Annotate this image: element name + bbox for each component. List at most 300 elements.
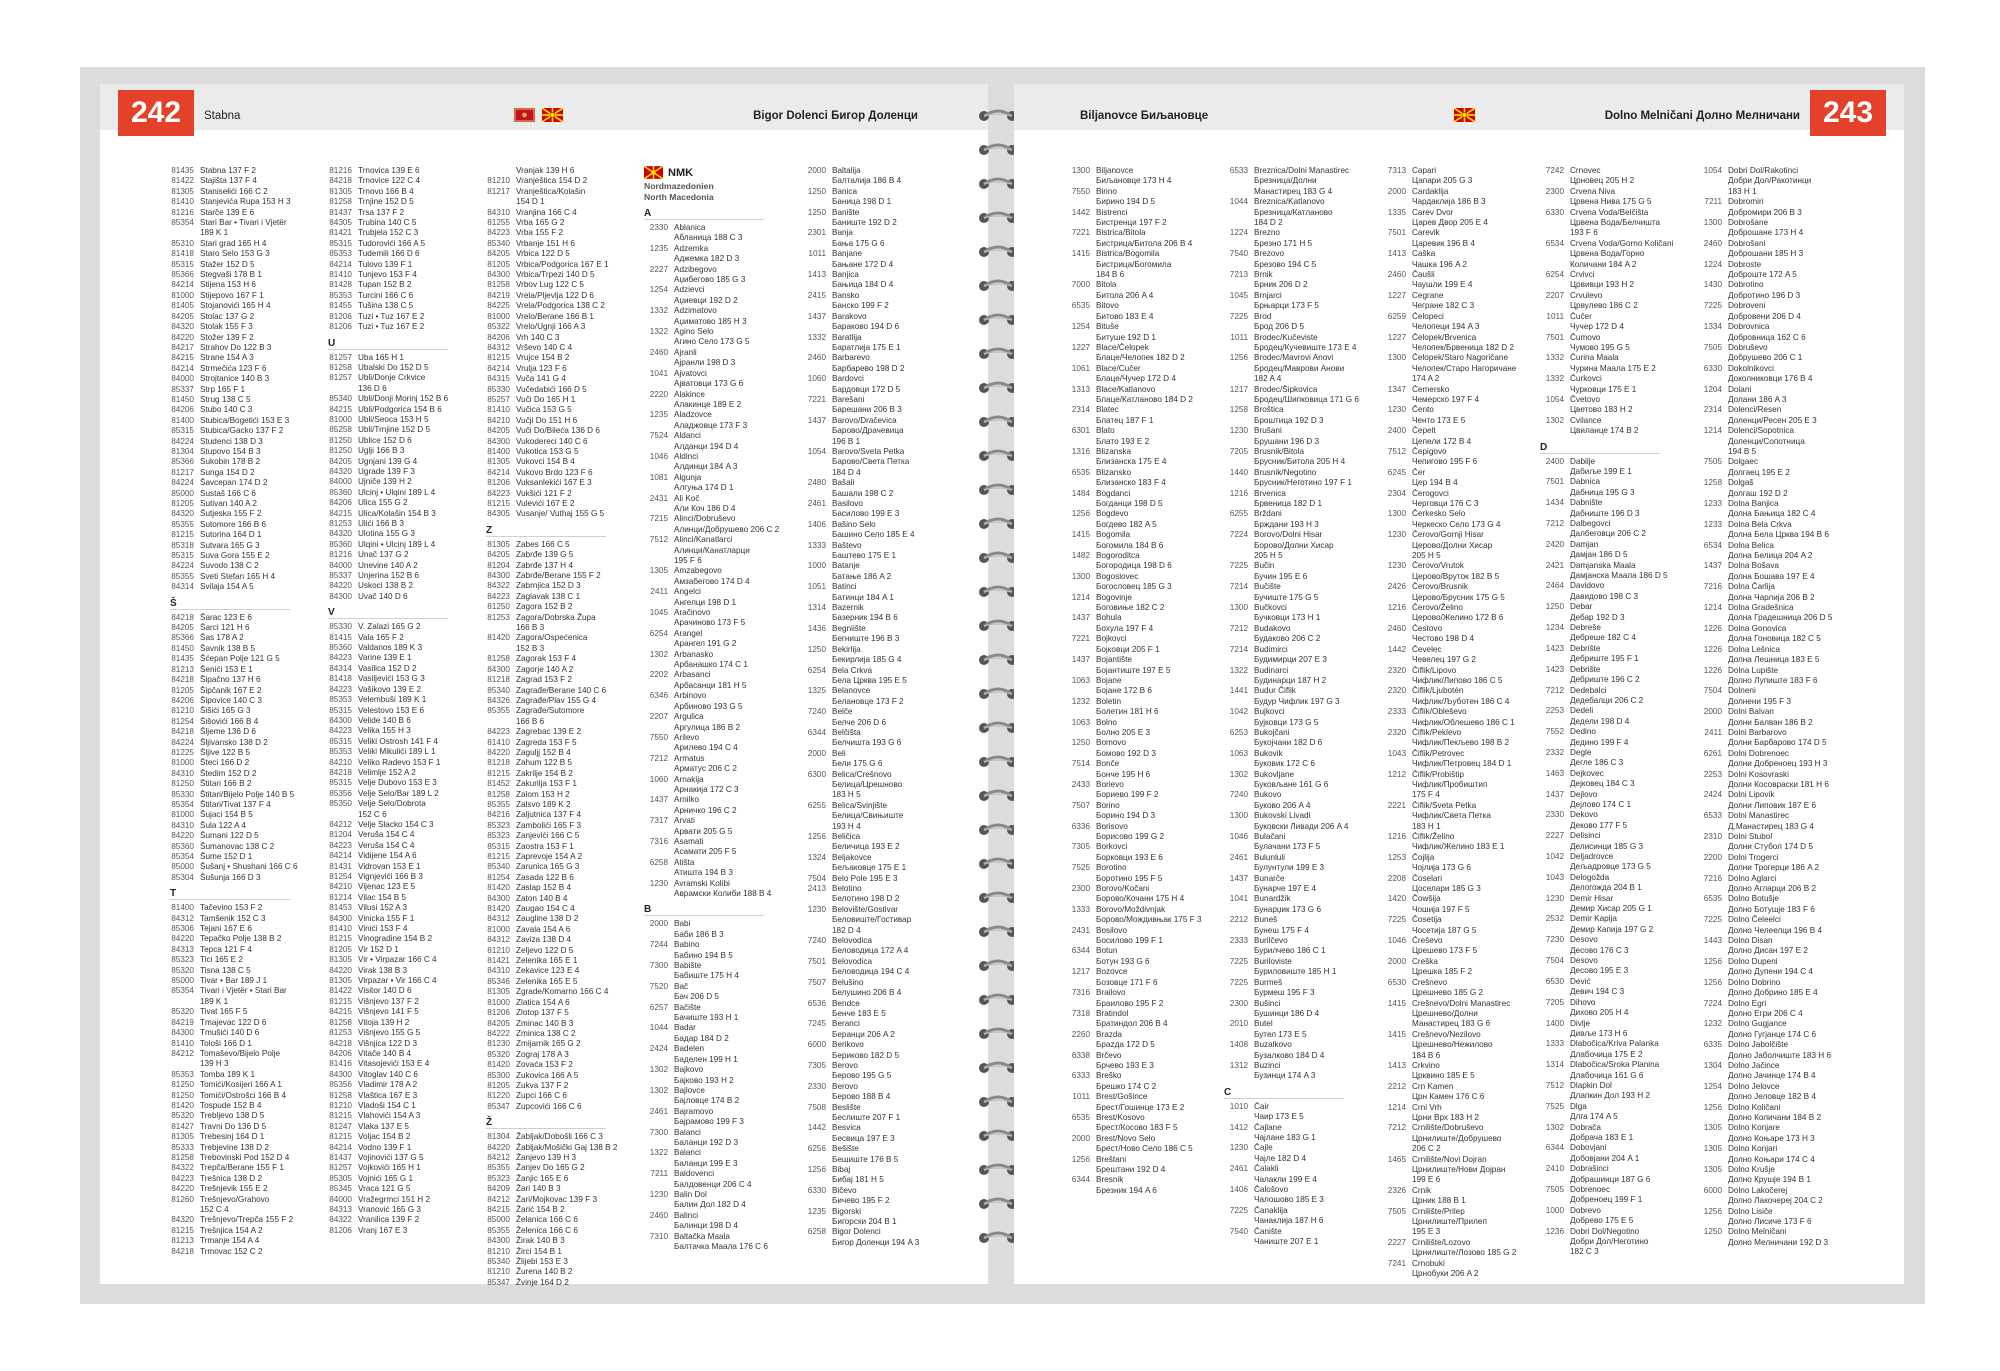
place-name: Бирино 194 D 5 bbox=[1096, 197, 1156, 207]
postal-code bbox=[802, 1113, 826, 1123]
place-name: Демир Хисар 205 G 1 bbox=[1570, 904, 1652, 914]
index-entry bbox=[170, 197, 320, 207]
postal-code: 7225 bbox=[1703, 915, 1722, 925]
postal-code: 85310 bbox=[171, 238, 194, 248]
index-entry bbox=[486, 738, 636, 748]
postal-code: 84220 bbox=[171, 831, 194, 841]
place-name: Biljanovce bbox=[1096, 166, 1134, 175]
index-entry bbox=[170, 831, 320, 841]
index-entry bbox=[644, 971, 794, 981]
place-name: Šipačno 137 H 6 bbox=[200, 675, 261, 685]
place-name: Čelopek/Staro Nagoričane bbox=[1412, 353, 1509, 363]
postal-code: 84320 bbox=[171, 322, 194, 332]
place-name: Trnovo 166 B 4 bbox=[358, 186, 414, 196]
place-name: Долно Мелничани 192 D 3 bbox=[1728, 1237, 1829, 1247]
left-page-header bbox=[100, 84, 988, 130]
index-entry bbox=[170, 312, 320, 322]
index-entry bbox=[1540, 197, 1690, 207]
index-entry bbox=[170, 758, 320, 768]
index-entry bbox=[1224, 197, 1374, 207]
postal-code: 84215 bbox=[329, 508, 352, 518]
place-name: Stojanovići 165 H 4 bbox=[200, 301, 271, 311]
place-name: Bolno bbox=[1096, 717, 1117, 727]
index-entry bbox=[170, 769, 320, 779]
place-name: Suva Gora 155 E 2 bbox=[200, 551, 270, 561]
index-entry bbox=[644, 1221, 794, 1231]
postal-code: 81305 bbox=[487, 539, 510, 549]
postal-code: 6530 bbox=[1387, 977, 1406, 987]
index-entry bbox=[1066, 613, 1216, 623]
index-entry bbox=[1698, 593, 1848, 603]
postal-code bbox=[802, 1155, 826, 1165]
index-entry bbox=[328, 415, 478, 425]
postal-code: 84209 bbox=[487, 1184, 510, 1194]
index-entry bbox=[1698, 176, 1848, 186]
index-entry bbox=[644, 410, 794, 420]
index-entry bbox=[644, 296, 794, 306]
place-name: Bunarče bbox=[1254, 873, 1285, 883]
postal-code: 1230 bbox=[1387, 530, 1406, 540]
index-entry bbox=[328, 405, 478, 415]
place-name: Bogovinje bbox=[1096, 592, 1132, 602]
postal-code bbox=[644, 868, 668, 878]
index-entry bbox=[1224, 894, 1374, 904]
postal-code: 81250 bbox=[329, 435, 352, 445]
place-name: Долна Бањица 182 C 4 bbox=[1728, 509, 1816, 519]
postal-code bbox=[1540, 779, 1564, 789]
index-entry bbox=[1066, 426, 1216, 436]
postal-code bbox=[1540, 509, 1564, 519]
index-entry bbox=[1382, 728, 1532, 738]
place-name: Sveti Stefan 165 H 4 bbox=[200, 571, 276, 581]
index-entry bbox=[1698, 312, 1848, 322]
place-name: Бенче 183 E 5 bbox=[832, 1008, 886, 1018]
postal-code: 81427 bbox=[171, 1121, 194, 1131]
index-entry bbox=[1382, 1082, 1532, 1092]
postal-code: 81215 bbox=[487, 499, 510, 508]
index-entry bbox=[802, 884, 952, 894]
place-name: Барешани 206 B 3 bbox=[832, 405, 902, 415]
postal-code bbox=[644, 1138, 668, 1148]
index-entry bbox=[486, 665, 636, 675]
index-entry bbox=[1698, 894, 1848, 904]
postal-code bbox=[644, 1034, 668, 1044]
place-name: Bigorski bbox=[832, 1206, 862, 1216]
index-entry bbox=[802, 291, 952, 301]
index-entry bbox=[1066, 790, 1216, 800]
index-entry bbox=[802, 790, 952, 800]
index-entry bbox=[328, 394, 478, 404]
index-entry bbox=[486, 239, 636, 249]
place-name: Брњарци 173 F 5 bbox=[1254, 301, 1319, 311]
postal-code: 81453 bbox=[329, 903, 352, 913]
index-entry bbox=[328, 436, 478, 446]
postal-code bbox=[1066, 894, 1090, 904]
place-name: Trešnjica 154 A 2 bbox=[200, 1225, 263, 1235]
postal-code: 81215 bbox=[487, 353, 510, 363]
index-entry bbox=[486, 197, 636, 207]
postal-code: 1324 bbox=[807, 852, 826, 862]
postal-code: 1300 bbox=[1229, 811, 1248, 821]
index-entry bbox=[1066, 374, 1216, 384]
postal-code: 84224 bbox=[171, 561, 194, 571]
index-entry bbox=[1066, 468, 1216, 478]
index-entry bbox=[1698, 228, 1848, 238]
index-entry bbox=[486, 1195, 636, 1205]
place-name: Vukovo Brdo 123 F 6 bbox=[516, 467, 593, 477]
place-name: Čento bbox=[1412, 405, 1434, 415]
postal-code bbox=[802, 822, 826, 832]
postal-code: 81410 bbox=[171, 197, 194, 207]
index-entry bbox=[486, 478, 636, 488]
postal-code: 1437 bbox=[807, 311, 826, 321]
index-entry bbox=[486, 842, 636, 852]
place-name: Zograj 178 A 3 bbox=[516, 1049, 569, 1059]
index-entry bbox=[328, 446, 478, 456]
place-name: Балтачка Маала 176 C 6 bbox=[674, 1242, 768, 1251]
place-name: Tudemili 166 D 6 bbox=[358, 249, 420, 259]
binding-ring-icon bbox=[978, 584, 1018, 600]
postal-code bbox=[1224, 884, 1248, 894]
postal-code: 1334 bbox=[1703, 322, 1722, 332]
place-name: 193 H 4 bbox=[832, 821, 861, 831]
place-name: Zagrađe/Sutomore bbox=[516, 706, 585, 716]
index-entry bbox=[644, 858, 794, 868]
index-column bbox=[1540, 166, 1690, 1258]
place-name: Vinicka 155 F 1 bbox=[358, 913, 415, 923]
place-name: Vulevići 167 E 2 bbox=[516, 499, 575, 508]
place-name: Dolgaš bbox=[1728, 478, 1754, 488]
postal-code: 6258 bbox=[649, 857, 668, 867]
place-name: Barovo/Sveta Petka bbox=[832, 446, 905, 456]
place-name: Trešnjevik 155 E 2 bbox=[200, 1184, 268, 1194]
postal-code: 85315 bbox=[329, 736, 352, 746]
postal-code: 1256 bbox=[1703, 956, 1722, 966]
index-entry bbox=[486, 966, 636, 976]
place-name: Црешнево/Долни bbox=[1412, 1008, 1478, 1018]
index-entry bbox=[170, 1205, 320, 1215]
postal-code: 85366 bbox=[171, 270, 194, 280]
place-name: Vitoja 139 H 2 bbox=[358, 1017, 410, 1027]
place-name: Ubli/Podgorica 154 B 6 bbox=[358, 404, 442, 414]
place-name: Аџиевци 192 D 2 bbox=[674, 295, 738, 305]
postal-code bbox=[802, 1071, 826, 1081]
postal-code: 1256 bbox=[807, 832, 826, 841]
index-entry bbox=[1698, 1113, 1848, 1123]
index-entry bbox=[802, 738, 952, 748]
postal-code: 84214 bbox=[171, 363, 194, 373]
postal-code: 85355 bbox=[171, 571, 194, 581]
postal-code bbox=[1698, 312, 1722, 322]
place-name: Чифлик/Пробиштип bbox=[1412, 779, 1488, 789]
postal-code: 1413 bbox=[807, 270, 826, 280]
place-name: Šumani 122 D 5 bbox=[200, 831, 259, 841]
place-name: Агино Село 173 G 5 bbox=[674, 337, 750, 347]
place-name: Царевик 196 B 4 bbox=[1412, 238, 1475, 248]
index-entry bbox=[802, 634, 952, 644]
index-entry bbox=[328, 384, 478, 394]
postal-code: 1214 bbox=[1071, 592, 1090, 602]
postal-code: 84206 bbox=[329, 498, 352, 508]
place-name: Veliki Mikulići 189 L 1 bbox=[358, 747, 436, 757]
postal-code: 85355 bbox=[487, 706, 510, 716]
index-entry bbox=[1066, 1123, 1216, 1133]
postal-code: 85322 bbox=[487, 322, 510, 332]
place-name: Dolno Konjari bbox=[1728, 1144, 1778, 1154]
place-name: Bešište bbox=[832, 1144, 859, 1154]
postal-code: 1430 bbox=[1703, 280, 1722, 290]
postal-code: 2202 bbox=[649, 670, 668, 680]
postal-code bbox=[1224, 541, 1248, 551]
postal-code: 2260 bbox=[1071, 1029, 1090, 1039]
postal-code bbox=[1540, 550, 1564, 560]
postal-code: 81258 bbox=[329, 362, 352, 372]
place-name: 206 C 2 bbox=[1412, 1144, 1441, 1154]
place-name: Belica/Svinjište bbox=[832, 800, 888, 810]
postal-code: 2411 bbox=[650, 587, 668, 597]
postal-code: 1437 bbox=[807, 415, 826, 425]
place-name: Алинци/Добрушево 206 C 2 bbox=[674, 524, 780, 534]
postal-code: 7225 bbox=[1229, 977, 1248, 987]
place-name: Будаково 206 C 2 bbox=[1254, 634, 1321, 644]
index-entry bbox=[1698, 1186, 1848, 1196]
place-name: Богомила 184 B 6 bbox=[1096, 540, 1164, 550]
postal-code: 1230 bbox=[807, 904, 826, 914]
place-name: Divlje bbox=[1570, 1018, 1591, 1028]
postal-code: 7507 bbox=[807, 977, 826, 987]
place-name: Долни Балван 186 B 2 bbox=[1728, 717, 1813, 727]
postal-code: 1051 bbox=[807, 582, 826, 592]
left-page bbox=[100, 84, 988, 1287]
place-name: Tulovo 139 F 1 bbox=[358, 259, 413, 269]
index-entry bbox=[1224, 1227, 1374, 1237]
index-entry bbox=[170, 976, 320, 986]
place-name: Valdanos 189 K 3 bbox=[358, 643, 423, 653]
place-name: Ajvatovci bbox=[674, 368, 707, 378]
postal-code bbox=[1540, 1029, 1564, 1039]
index-entry bbox=[328, 1184, 478, 1194]
place-name: Алакинце 189 E 2 bbox=[674, 399, 742, 409]
place-name: Šljive 122 B 5 bbox=[200, 747, 251, 757]
postal-code: 81218 bbox=[487, 675, 510, 685]
index-entry bbox=[170, 249, 320, 259]
index-entry bbox=[486, 187, 636, 197]
postal-code bbox=[802, 988, 826, 998]
place-name: Бозовце 171 F 6 bbox=[1096, 977, 1158, 987]
index-entry bbox=[1382, 1196, 1532, 1206]
place-name: Бачиште 193 H 1 bbox=[674, 1013, 739, 1023]
postal-code bbox=[802, 697, 826, 707]
place-name: Budur Čiflik bbox=[1254, 686, 1296, 696]
place-name: Арачиново 173 F 5 bbox=[674, 618, 746, 628]
place-name: Tunjevo 153 F 4 bbox=[358, 270, 417, 280]
place-name: Stari Bar • Tivari i Vjetër bbox=[200, 218, 287, 228]
place-name: Delogožda bbox=[1570, 872, 1610, 882]
postal-code bbox=[1540, 322, 1564, 332]
place-name: Čurkovci bbox=[1570, 374, 1602, 384]
place-name: Velje Selo/Bar 189 L 2 bbox=[358, 788, 439, 798]
index-entry bbox=[1382, 842, 1532, 852]
index-entry bbox=[802, 468, 952, 478]
place-name: Манастирец 183 G 6 bbox=[1412, 1019, 1491, 1029]
place-name: Damjanska Maala bbox=[1570, 560, 1636, 570]
postal-code bbox=[1224, 218, 1248, 228]
index-entry bbox=[486, 1278, 636, 1288]
postal-code bbox=[1382, 374, 1406, 384]
place-name: Broštica bbox=[1254, 405, 1284, 415]
postal-code: 7512 bbox=[1387, 446, 1406, 456]
postal-code: 2320 bbox=[1387, 686, 1406, 696]
postal-code bbox=[644, 660, 668, 670]
place-name: Барбарево 198 D 2 bbox=[832, 363, 905, 373]
place-name: Brazda bbox=[1096, 1029, 1122, 1039]
index-entry bbox=[1066, 239, 1216, 249]
postal-code bbox=[1382, 197, 1406, 207]
index-entry bbox=[802, 613, 952, 623]
index-entry bbox=[644, 421, 794, 431]
postal-code: 81254 bbox=[329, 872, 352, 881]
postal-code bbox=[1066, 239, 1090, 249]
place-name: Vučica 153 G 5 bbox=[516, 405, 572, 415]
index-entry bbox=[486, 1060, 636, 1070]
postal-code: 84218 bbox=[171, 612, 194, 622]
place-name: Zupci 166 C 6 bbox=[516, 1091, 567, 1101]
postal-code: 2200 bbox=[1703, 852, 1722, 862]
index-entry bbox=[644, 837, 794, 847]
postal-code bbox=[802, 863, 826, 873]
index-entry bbox=[1698, 499, 1848, 509]
index-entry bbox=[328, 301, 478, 311]
postal-code: 2332 bbox=[1545, 747, 1564, 757]
index-entry bbox=[486, 249, 636, 259]
postal-code bbox=[1382, 1269, 1406, 1279]
postal-code bbox=[1382, 457, 1406, 467]
postal-code: 85345 bbox=[329, 1184, 352, 1194]
index-entry bbox=[1698, 915, 1848, 925]
place-name: Буковски Ливади 206 A 4 bbox=[1254, 821, 1349, 831]
postal-code bbox=[1540, 1091, 1564, 1101]
index-entry bbox=[170, 395, 320, 405]
index-entry bbox=[1698, 385, 1848, 395]
place-name: Цвиланце 174 B 2 bbox=[1570, 426, 1639, 436]
place-name: Бибај 181 H 5 bbox=[832, 1175, 884, 1185]
postal-code: 81205 bbox=[171, 685, 194, 695]
place-name: 152 C 6 bbox=[358, 809, 387, 819]
index-entry bbox=[1698, 530, 1848, 540]
place-name: Dobrošane bbox=[1728, 218, 1769, 228]
place-name: Čajlane bbox=[1254, 1122, 1282, 1132]
index-entry bbox=[328, 664, 478, 674]
postal-code: 81000 bbox=[487, 997, 510, 1007]
postal-code: 84223 bbox=[487, 228, 510, 238]
postal-code: 1063 bbox=[1229, 748, 1248, 758]
place-name: 183 H 5 bbox=[832, 790, 861, 800]
index-entry bbox=[802, 312, 952, 322]
postal-code bbox=[1698, 374, 1722, 384]
place-name: Близанска 175 E 4 bbox=[1096, 457, 1167, 467]
place-name: Црвена Вода/Белчишта bbox=[1570, 218, 1661, 228]
place-name: Caška bbox=[1412, 249, 1436, 259]
postal-code bbox=[1066, 790, 1090, 800]
index-entry bbox=[802, 541, 952, 551]
right-page bbox=[1014, 84, 1904, 1284]
postal-code: 1305 bbox=[649, 566, 668, 576]
index-entry bbox=[1698, 1040, 1848, 1050]
place-name: Čiflik/Obleševo bbox=[1412, 707, 1467, 717]
index-entry bbox=[170, 541, 320, 551]
place-name: Tmajevac 122 D 6 bbox=[200, 1017, 267, 1027]
place-name: Добреноец 199 F 1 bbox=[1570, 1195, 1643, 1205]
index-entry bbox=[1698, 1217, 1848, 1227]
place-name: Zagora 152 B 2 bbox=[516, 602, 573, 612]
postal-code: 2253 bbox=[1703, 769, 1722, 779]
postal-code: 2460 bbox=[1703, 238, 1722, 248]
index-entry bbox=[1224, 593, 1374, 603]
place-name: Bunardžik bbox=[1254, 894, 1291, 904]
index-entry bbox=[802, 999, 952, 1009]
postal-code bbox=[802, 385, 826, 395]
postal-code bbox=[1224, 1071, 1248, 1081]
index-entry bbox=[328, 799, 478, 809]
place-name: Burmeš bbox=[1254, 977, 1283, 987]
index-entry bbox=[1066, 572, 1216, 582]
place-name: Бродец/Кучевиште 173 E 4 bbox=[1254, 342, 1357, 352]
postal-code bbox=[1224, 208, 1248, 218]
postal-code: 1332 bbox=[649, 306, 668, 316]
place-name: Zabrđe 137 H 4 bbox=[516, 560, 573, 570]
place-name: Štitari 166 B 2 bbox=[200, 779, 252, 789]
postal-code: 84210 bbox=[329, 757, 352, 767]
postal-code bbox=[1382, 322, 1406, 332]
postal-code: 81210 bbox=[171, 706, 194, 716]
place-name: Беланoвце 173 F 2 bbox=[832, 696, 904, 706]
postal-code bbox=[1066, 832, 1090, 842]
index-entry bbox=[1540, 571, 1690, 581]
index-entry bbox=[486, 1215, 636, 1225]
place-name: Бурилчево 186 C 1 bbox=[1254, 946, 1326, 956]
place-name: Vrela/Podgorica 138 C 2 bbox=[516, 301, 605, 311]
index-entry bbox=[802, 780, 952, 790]
postal-code bbox=[1698, 530, 1722, 540]
index-entry bbox=[1540, 1091, 1690, 1101]
index-entry bbox=[1698, 1123, 1848, 1133]
postal-code: 1302 bbox=[1229, 769, 1248, 779]
postal-code bbox=[1540, 1175, 1564, 1185]
postal-code bbox=[1698, 1113, 1722, 1123]
index-entry bbox=[486, 1071, 636, 1081]
postal-code: 7505 bbox=[1703, 342, 1722, 352]
place-name: Брезник 194 A 6 bbox=[1096, 1185, 1157, 1195]
place-name: Šišovići 166 B 4 bbox=[200, 716, 259, 726]
postal-code: 84320 bbox=[171, 509, 194, 519]
place-name: Dolno Krušje bbox=[1728, 1165, 1775, 1174]
postal-code bbox=[1698, 759, 1722, 769]
index-entry bbox=[1698, 541, 1848, 551]
place-name: Добротино 196 D 3 bbox=[1728, 290, 1801, 300]
postal-code bbox=[644, 379, 668, 389]
postal-code bbox=[1540, 1133, 1564, 1143]
postal-code: 7550 bbox=[1071, 186, 1090, 196]
postal-code: 85353 bbox=[329, 249, 352, 259]
postal-code: 1300 bbox=[1071, 166, 1090, 175]
postal-code: 85347 bbox=[487, 1277, 510, 1287]
postal-code bbox=[1698, 593, 1722, 603]
place-name: Birino bbox=[1096, 186, 1117, 196]
postal-code bbox=[644, 504, 668, 514]
place-name: Zaguljj 152 B 4 bbox=[516, 747, 571, 757]
index-entry bbox=[486, 1039, 636, 1049]
index-entry bbox=[328, 851, 478, 861]
